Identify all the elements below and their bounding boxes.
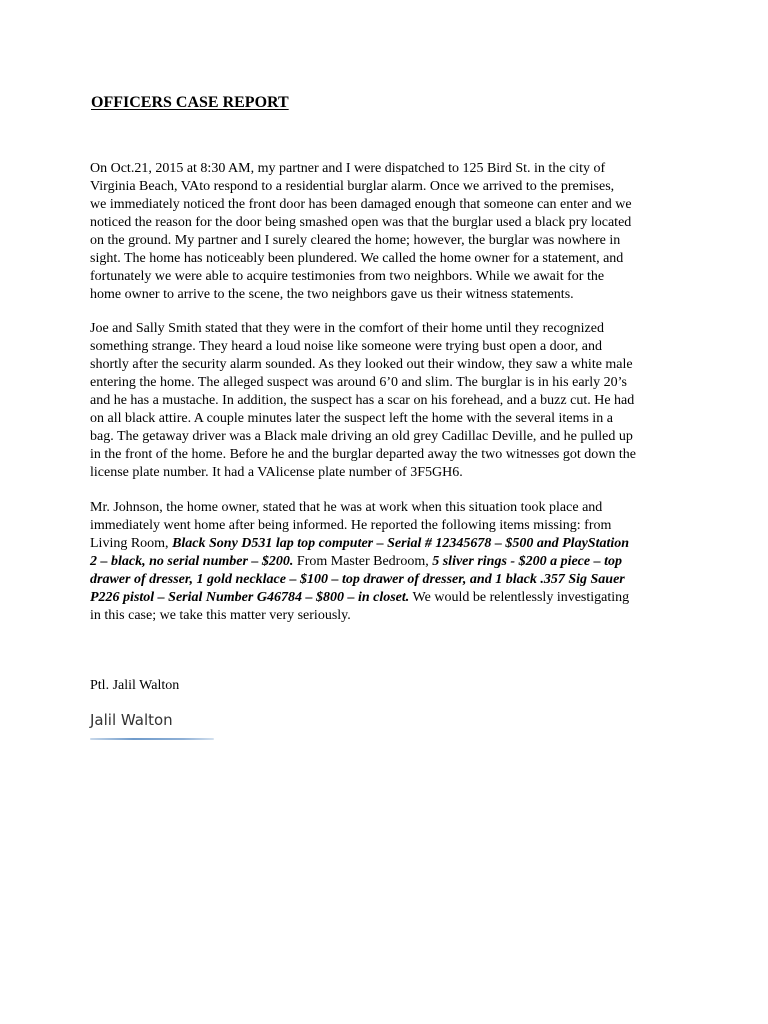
text-line: shortly after the security alarm sounded. As they looked out their window, they saw a white male <box>90 357 633 372</box>
paragraph-witness-statement <box>90 320 690 482</box>
text-line: license plate number. It had a VAlicense plate number of 3F5GH6. <box>90 465 463 480</box>
report-title: OFFICERS CASE REPORT <box>91 94 289 111</box>
text-line: in this case; we take this matter very seriously. <box>90 608 351 623</box>
text-line: immediately went home after being informed. He reported the following items missing: from <box>90 518 612 533</box>
missing-item-text: 5 sliver rings - $200 a piece – top <box>432 554 622 569</box>
text-line: on the ground. My partner and I surely cleared the home; however, the burglar was nowhere in <box>90 233 621 248</box>
text-line: fortunately we were able to acquire testimonies from two neighbors. While we await for the <box>90 269 605 284</box>
text-line: in the front of the home. Before he and the burglar departed away the two witnesses got down the <box>90 447 636 462</box>
text-line: on all black attire. A couple minutes later the suspect left the home with the several items in a <box>90 411 613 426</box>
text-line: entering the home. The alleged suspect was around 6’0 and slim. The burglar is in his early 20’s <box>90 375 627 390</box>
text-line: On Oct.21, 2015 at 8:30 AM, my partner and I were dispatched to 125 Bird St. in the city of <box>90 161 606 176</box>
text-segment: From Master Bedroom, <box>293 554 433 569</box>
text-line: and he has a mustache. In addition, the suspect has a scar on his forehead, and a buzz cut. He had <box>90 393 635 408</box>
text-line <box>90 553 690 571</box>
text-segment: Living Room, <box>90 536 173 551</box>
signature-underline <box>90 738 214 740</box>
text-line: home owner to arrive to the scene, the two neighbors gave us their witness statements. <box>90 287 574 302</box>
text-line: bag. The getaway driver was a Black male driving an old grey Cadillac Deville, and he pulled up <box>90 429 633 444</box>
officer-name: Ptl. Jalil Walton <box>90 678 180 693</box>
text-line: Virginia Beach, VAto respond to a residential burglar alarm. Once we arrived to the premises, <box>90 179 615 194</box>
text-segment: We would be relentlessly investigating <box>409 590 630 605</box>
text-line <box>90 535 690 553</box>
paragraph-dispatch <box>90 160 690 304</box>
text-line <box>90 589 690 607</box>
missing-item-text: 2 – black, no serial number – $200. <box>90 554 294 569</box>
paragraph-owner-statement <box>90 499 690 625</box>
officer-signature: Jalil Walton <box>90 711 173 729</box>
text-line: noticed the reason for the door being smashed open was that the burglar used a black pry located <box>90 215 632 230</box>
text-line: sight. The home has noticeably been plundered. We called the home owner for a statement, and <box>90 251 624 266</box>
text-line: we immediately noticed the front door has been damaged enough that someone can enter and we <box>90 197 632 212</box>
missing-item-text: P226 pistol – Serial Number G46784 – $800 – in closet. <box>90 590 410 605</box>
text-line: Joe and Sally Smith stated that they were in the comfort of their home until they recognized <box>90 321 604 336</box>
text-line: Mr. Johnson, the home owner, stated that he was at work when this situation took place and <box>90 500 603 515</box>
missing-item-text: Black Sony D531 lap top computer – Serial # 12345678 – $500 and PlayStation <box>172 536 630 551</box>
text-line: something strange. They heard a loud noise like someone were trying bust open a door, and <box>90 339 602 354</box>
missing-item-text: drawer of dresser, 1 gold necklace – $100 – top drawer of dresser, and 1 black .357 Sig Sauer <box>90 572 625 587</box>
